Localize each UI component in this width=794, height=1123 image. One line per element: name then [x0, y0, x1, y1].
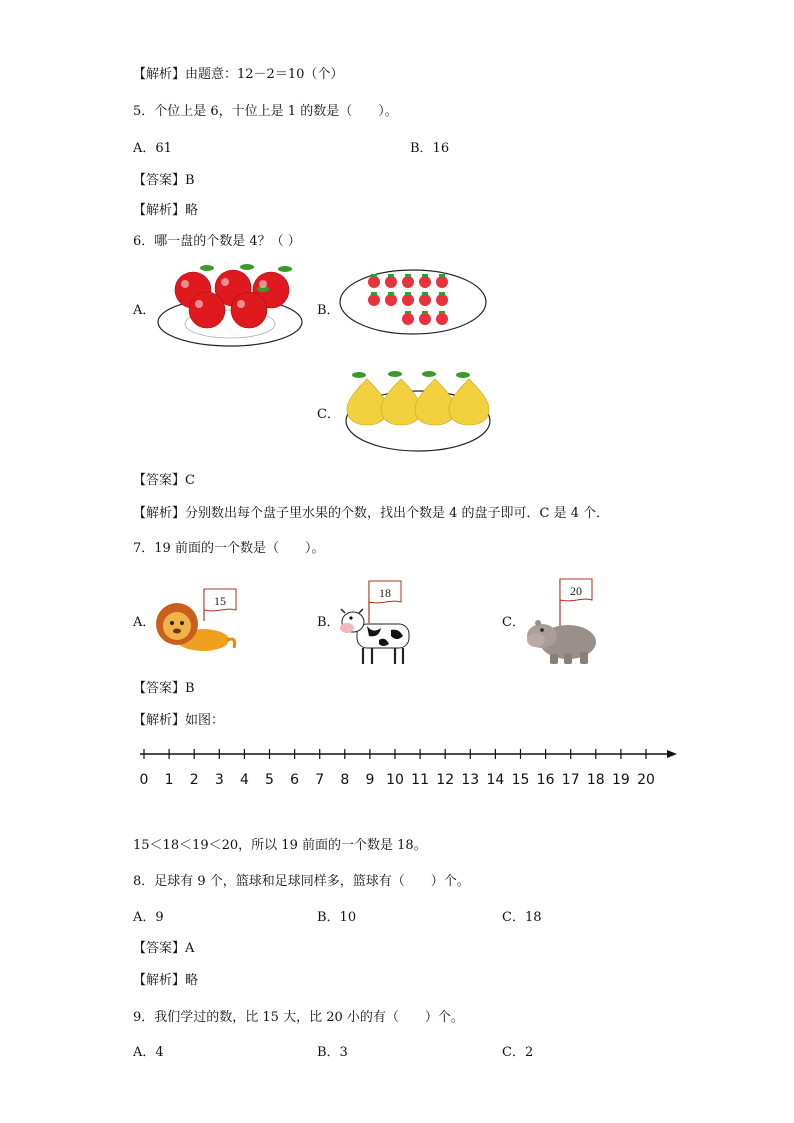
q9-option-a: A．4	[133, 1045, 164, 1060]
q5-option-a: A．61	[133, 141, 172, 156]
number-line-label: 1	[164, 772, 174, 788]
number-line-label: 8	[340, 772, 350, 788]
number-line-label: 20	[637, 772, 655, 788]
lion-flag-number: 15	[214, 594, 226, 608]
number-line-label: 16	[536, 772, 555, 788]
q7-option-a: A．	[133, 615, 156, 630]
q5-answer: 【答案】B	[133, 173, 195, 188]
question-9: 9．我们学过的数，比 15 大，比 20 小的有（ ）个。	[133, 1010, 464, 1025]
number-line-label: 13	[461, 772, 480, 788]
number-line-label: 9	[365, 772, 375, 788]
cow-flag-number: 18	[379, 586, 391, 600]
number-line-label: 18	[586, 772, 605, 788]
cow-image	[339, 578, 417, 668]
explanation-q4: 【解析】由题意：12－2＝10（个）	[133, 67, 344, 82]
q6-option-a: A．	[133, 303, 156, 318]
apple-plate-image	[155, 262, 305, 350]
pear-plate-image	[343, 369, 493, 453]
number-line	[135, 742, 680, 792]
q8-option-b: B．10	[317, 910, 357, 925]
q7-explanation: 【解析】如图：	[133, 713, 225, 728]
number-line-label: 15	[511, 772, 530, 788]
q8-option-c: C．18	[502, 910, 542, 925]
q6-option-c: C．	[317, 407, 340, 422]
q7-option-b: B．	[317, 615, 340, 630]
q6-explanation: 【解析】分别数出每个盘子里水果的个数，找出个数是 4 的盘子即可．C 是 4 个．	[133, 506, 610, 521]
q9-option-c: C．2	[502, 1045, 534, 1060]
hippo-image	[524, 576, 602, 668]
number-line-label: 17	[561, 772, 580, 788]
number-line-label: 7	[315, 772, 325, 788]
q7-answer: 【答案】B	[133, 681, 195, 696]
number-line-label: 12	[436, 772, 455, 788]
strawberry-plate-image	[338, 268, 488, 338]
q6-answer: 【答案】C	[133, 473, 195, 488]
number-line-label: 5	[265, 772, 274, 788]
q7-option-c: C．	[502, 615, 525, 630]
q5-explanation: 【解析】略	[133, 203, 199, 218]
number-line-label: 14	[486, 772, 505, 788]
lion-image	[155, 586, 240, 658]
number-line-label: 19	[611, 772, 630, 788]
q8-explanation: 【解析】略	[133, 973, 199, 988]
q9-option-b: B．3	[317, 1045, 348, 1060]
q6-option-b: B．	[317, 303, 340, 318]
q8-option-a: A．9	[133, 910, 164, 925]
number-line-label: 10	[386, 772, 404, 788]
number-line-label: 0	[139, 772, 149, 788]
question-5: 5．个位上是 6，十位上是 1 的数是（ ）。	[133, 104, 398, 119]
number-line-label: 6	[290, 772, 300, 788]
number-line-label: 11	[411, 772, 430, 788]
q7-conclusion: 15＜18＜19＜20，所以 19 前面的一个数是 18。	[133, 838, 427, 853]
number-line-label: 3	[214, 772, 224, 788]
q5-option-b: B．16	[410, 141, 450, 156]
question-8: 8．足球有 9 个，篮球和足球同样多，篮球有（ ）个。	[133, 874, 470, 889]
hippo-flag-number: 20	[570, 584, 582, 598]
number-line-arrow-icon	[667, 750, 677, 758]
question-7: 7．19 前面的一个数是（ ）。	[133, 541, 325, 556]
number-line-label: 2	[189, 772, 199, 788]
question-6: 6．哪一盘的个数是 4？（ ）	[133, 234, 301, 249]
number-line-label: 4	[239, 772, 249, 788]
q8-answer: 【答案】A	[133, 941, 195, 956]
